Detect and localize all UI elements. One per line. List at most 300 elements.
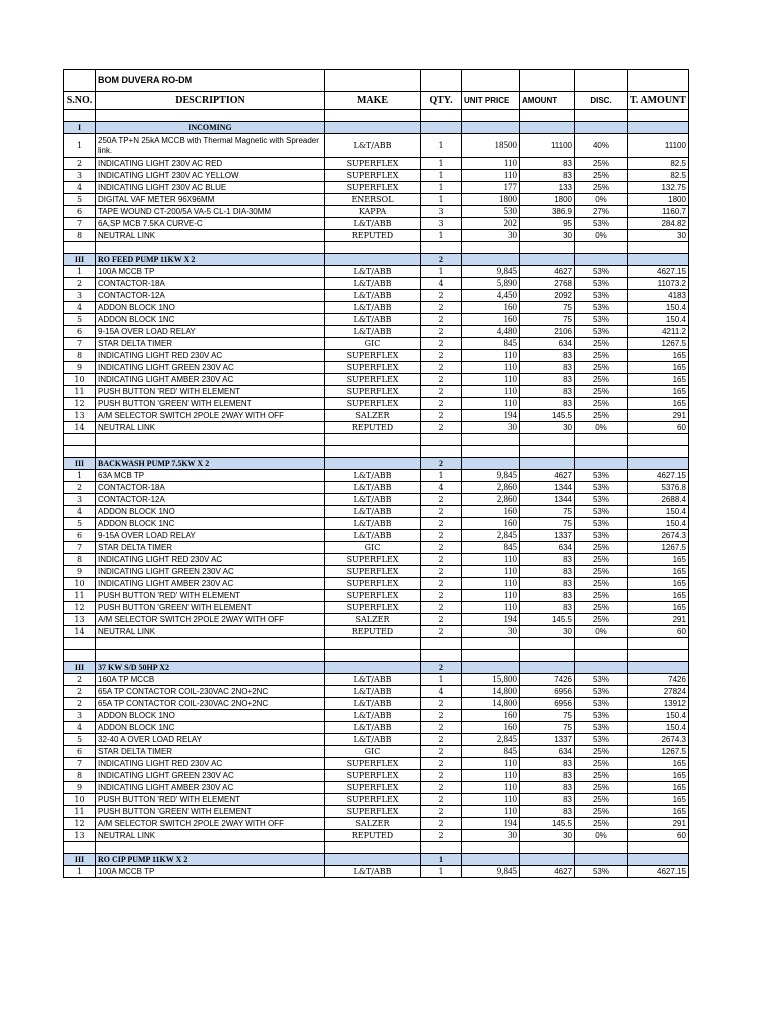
- item-sno: 3: [64, 290, 96, 302]
- item-amount: 83: [520, 170, 575, 182]
- item-qty: 2: [421, 398, 462, 410]
- item-description: TAPE WOUND CT-200/5A VA-5 CL-1 DIA-30MM: [96, 206, 325, 218]
- item-discount: 53%: [575, 494, 628, 506]
- item-amount: 83: [520, 782, 575, 794]
- item-amount: 30: [520, 830, 575, 842]
- item-make: SUPERFLEX: [325, 590, 421, 602]
- item-make: SUPERFLEX: [325, 182, 421, 194]
- item-discount: 25%: [575, 758, 628, 770]
- item-qty: 2: [421, 566, 462, 578]
- item-make: L&T/ABB: [325, 326, 421, 338]
- item-discount: 53%: [575, 482, 628, 494]
- item-make: L&T/ABB: [325, 530, 421, 542]
- item-total-amount: 150.4: [628, 302, 689, 314]
- item-unit-price: 110: [462, 794, 520, 806]
- section-qty: 2: [421, 458, 462, 470]
- item-description: PUSH BUTTON 'RED' WITH ELEMENT: [96, 386, 325, 398]
- table-row: [64, 206, 689, 218]
- item-make: SUPERFLEX: [325, 566, 421, 578]
- item-amount: 83: [520, 806, 575, 818]
- empty-cell: [628, 434, 689, 446]
- empty-cell: [462, 122, 520, 134]
- empty-cell: [575, 458, 628, 470]
- empty-cell: [96, 446, 325, 458]
- item-amount: 1344: [520, 482, 575, 494]
- item-qty: 1: [421, 266, 462, 278]
- item-total-amount: 60: [628, 422, 689, 434]
- table-row: [64, 578, 689, 590]
- empty-cell: [575, 110, 628, 122]
- item-total-amount: 150.4: [628, 506, 689, 518]
- empty-cell: [575, 434, 628, 446]
- empty-cell: [520, 842, 575, 854]
- item-total-amount: 27824: [628, 686, 689, 698]
- item-make: L&T/ABB: [325, 482, 421, 494]
- empty-cell: [421, 650, 462, 662]
- item-sno: 14: [64, 626, 96, 638]
- empty-cell: [575, 254, 628, 266]
- item-unit-price: 110: [462, 578, 520, 590]
- item-unit-price: 2,860: [462, 494, 520, 506]
- item-discount: 53%: [575, 674, 628, 686]
- item-description: ADDON BLOCK 1NO: [96, 710, 325, 722]
- item-total-amount: 165: [628, 770, 689, 782]
- table-row: [64, 710, 689, 722]
- item-discount: 0%: [575, 194, 628, 206]
- table-row: [64, 626, 689, 638]
- item-make: L&T/ABB: [325, 218, 421, 230]
- item-make: L&T/ABB: [325, 506, 421, 518]
- item-description: 9-15A OVER LOAD RELAY: [96, 530, 325, 542]
- table-row: [64, 530, 689, 542]
- item-sno: 7: [64, 338, 96, 350]
- item-description: NEUTRAL LINK: [96, 830, 325, 842]
- item-make: REPUTED: [325, 422, 421, 434]
- item-sno: 2: [64, 158, 96, 170]
- empty-cell: [421, 110, 462, 122]
- item-total-amount: 165: [628, 350, 689, 362]
- empty-cell: [520, 122, 575, 134]
- item-qty: 2: [421, 818, 462, 830]
- item-sno: 5: [64, 314, 96, 326]
- item-amount: 30: [520, 626, 575, 638]
- section-title: 37 KW S/D 50HP X2: [96, 662, 325, 674]
- item-total-amount: 4627.15: [628, 866, 689, 878]
- item-qty: 2: [421, 314, 462, 326]
- item-description: A/M SELECTOR SWITCH 2POLE 2WAY WITH OFF: [96, 614, 325, 626]
- item-discount: 53%: [575, 506, 628, 518]
- item-discount: 25%: [575, 374, 628, 386]
- empty-cell: [96, 650, 325, 662]
- item-total-amount: 284.82: [628, 218, 689, 230]
- item-unit-price: 30: [462, 626, 520, 638]
- empty-cell: [520, 254, 575, 266]
- table-row: [64, 266, 689, 278]
- empty-cell: [325, 842, 421, 854]
- section-number: III: [64, 254, 96, 266]
- item-sno: 4: [64, 506, 96, 518]
- table-row: [64, 698, 689, 710]
- item-make: L&T/ABB: [325, 698, 421, 710]
- empty-cell: [628, 638, 689, 650]
- item-unit-price: 4,480: [462, 326, 520, 338]
- item-qty: 1: [421, 674, 462, 686]
- item-total-amount: 165: [628, 602, 689, 614]
- item-discount: 53%: [575, 290, 628, 302]
- empty-cell: [325, 458, 421, 470]
- item-make: SUPERFLEX: [325, 398, 421, 410]
- item-discount: 25%: [575, 794, 628, 806]
- item-discount: 53%: [575, 722, 628, 734]
- item-discount: 25%: [575, 818, 628, 830]
- item-sno: 13: [64, 614, 96, 626]
- empty-cell: [96, 842, 325, 854]
- item-sno: 1: [64, 470, 96, 482]
- item-unit-price: 110: [462, 566, 520, 578]
- item-make: L&T/ABB: [325, 734, 421, 746]
- item-unit-price: 110: [462, 590, 520, 602]
- item-amount: 145.5: [520, 818, 575, 830]
- empty-cell: [325, 650, 421, 662]
- header-description: DESCRIPTION: [96, 92, 325, 110]
- item-discount: 53%: [575, 710, 628, 722]
- item-sno: 7: [64, 542, 96, 554]
- item-make: SUPERFLEX: [325, 770, 421, 782]
- item-make: REPUTED: [325, 230, 421, 242]
- section-row: [64, 662, 689, 674]
- item-total-amount: 291: [628, 614, 689, 626]
- item-qty: 2: [421, 830, 462, 842]
- item-sno: 4: [64, 182, 96, 194]
- item-amount: 2106: [520, 326, 575, 338]
- item-description: ADDON BLOCK 1NO: [96, 302, 325, 314]
- section-row: [64, 854, 689, 866]
- item-total-amount: 60: [628, 830, 689, 842]
- item-qty: 2: [421, 806, 462, 818]
- item-description: ADDON BLOCK 1NC: [96, 518, 325, 530]
- empty-cell: [96, 242, 325, 254]
- item-description: 100A MCCB TP: [96, 866, 325, 878]
- empty-cell: [628, 842, 689, 854]
- item-make: L&T/ABB: [325, 278, 421, 290]
- item-total-amount: 1160.7: [628, 206, 689, 218]
- empty-cell: [520, 662, 575, 674]
- item-discount: 25%: [575, 170, 628, 182]
- item-discount: 25%: [575, 746, 628, 758]
- empty-cell: [462, 638, 520, 650]
- item-description: 160A TP MCCB: [96, 674, 325, 686]
- item-sno: 4: [64, 302, 96, 314]
- item-unit-price: 110: [462, 602, 520, 614]
- item-total-amount: 1800: [628, 194, 689, 206]
- item-amount: 83: [520, 386, 575, 398]
- item-total-amount: 11073.2: [628, 278, 689, 290]
- item-description: INDICATING LIGHT AMBER 230V AC: [96, 578, 325, 590]
- item-discount: 25%: [575, 386, 628, 398]
- blank-row: [64, 650, 689, 662]
- table-row: [64, 218, 689, 230]
- empty-cell: [575, 446, 628, 458]
- item-make: L&T/ABB: [325, 686, 421, 698]
- empty-cell: [96, 434, 325, 446]
- item-amount: 75: [520, 518, 575, 530]
- item-description: INDICATING LIGHT GREEN 230V AC: [96, 362, 325, 374]
- item-total-amount: 4211.2: [628, 326, 689, 338]
- item-amount: 1800: [520, 194, 575, 206]
- item-unit-price: 5,890: [462, 278, 520, 290]
- item-discount: 25%: [575, 542, 628, 554]
- section-row: [64, 122, 689, 134]
- item-discount: 53%: [575, 518, 628, 530]
- item-qty: 2: [421, 338, 462, 350]
- blank-row: [64, 242, 689, 254]
- empty-cell: [96, 638, 325, 650]
- item-unit-price: 110: [462, 758, 520, 770]
- section-number: I: [64, 122, 96, 134]
- empty-cell: [64, 110, 96, 122]
- item-amount: 11100: [520, 134, 575, 158]
- table-row: [64, 554, 689, 566]
- empty-cell: [628, 662, 689, 674]
- empty-cell: [325, 638, 421, 650]
- item-description: STAR DELTA TIMER: [96, 338, 325, 350]
- item-description: INDICATING LIGHT GREEN 230V AC: [96, 566, 325, 578]
- item-discount: 53%: [575, 278, 628, 290]
- table-row: [64, 782, 689, 794]
- item-sno: 12: [64, 818, 96, 830]
- item-unit-price: 9,845: [462, 266, 520, 278]
- empty-cell: [325, 662, 421, 674]
- item-discount: 53%: [575, 326, 628, 338]
- item-make: SUPERFLEX: [325, 602, 421, 614]
- item-qty: 1: [421, 470, 462, 482]
- item-amount: 2768: [520, 278, 575, 290]
- item-unit-price: 30: [462, 830, 520, 842]
- item-total-amount: 7426: [628, 674, 689, 686]
- table-row: [64, 866, 689, 878]
- table-row: [64, 674, 689, 686]
- item-total-amount: 4183: [628, 290, 689, 302]
- item-description: ADDON BLOCK 1NC: [96, 314, 325, 326]
- blank-row: [64, 110, 689, 122]
- section-row: [64, 458, 689, 470]
- empty-cell: [520, 242, 575, 254]
- item-amount: 83: [520, 770, 575, 782]
- blank-row: [64, 638, 689, 650]
- item-unit-price: 160: [462, 506, 520, 518]
- item-total-amount: 291: [628, 410, 689, 422]
- item-discount: 27%: [575, 206, 628, 218]
- item-sno: 3: [64, 170, 96, 182]
- item-qty: 2: [421, 734, 462, 746]
- empty-cell: [462, 458, 520, 470]
- item-sno: 9: [64, 566, 96, 578]
- item-qty: 2: [421, 530, 462, 542]
- empty-cell: [325, 254, 421, 266]
- item-sno: 2: [64, 482, 96, 494]
- item-description: STAR DELTA TIMER: [96, 542, 325, 554]
- item-description: CONTACTOR-18A: [96, 278, 325, 290]
- table-row: [64, 590, 689, 602]
- item-qty: 1: [421, 194, 462, 206]
- item-discount: 25%: [575, 566, 628, 578]
- item-description: PUSH BUTTON 'GREEN' WITH ELEMENT: [96, 806, 325, 818]
- blank-row: [64, 446, 689, 458]
- item-make: SUPERFLEX: [325, 170, 421, 182]
- item-qty: 2: [421, 494, 462, 506]
- item-unit-price: 160: [462, 302, 520, 314]
- item-description: 6A,SP MCB 7.5KA CURVE-C: [96, 218, 325, 230]
- item-discount: 25%: [575, 614, 628, 626]
- item-total-amount: 2674.3: [628, 530, 689, 542]
- item-amount: 634: [520, 746, 575, 758]
- item-description: PUSH BUTTON 'GREEN' WITH ELEMENT: [96, 602, 325, 614]
- section-number: III: [64, 662, 96, 674]
- item-qty: 2: [421, 422, 462, 434]
- table-row: [64, 314, 689, 326]
- item-discount: 25%: [575, 602, 628, 614]
- item-discount: 53%: [575, 314, 628, 326]
- blank-row: [64, 434, 689, 446]
- item-amount: 1344: [520, 494, 575, 506]
- item-unit-price: 110: [462, 158, 520, 170]
- item-description: CONTACTOR-18A: [96, 482, 325, 494]
- empty-cell: [575, 842, 628, 854]
- item-discount: 25%: [575, 410, 628, 422]
- item-qty: 2: [421, 590, 462, 602]
- item-make: SUPERFLEX: [325, 578, 421, 590]
- item-qty: 4: [421, 482, 462, 494]
- item-description: 63A MCB TP: [96, 470, 325, 482]
- empty-cell: [520, 110, 575, 122]
- item-total-amount: 2674.3: [628, 734, 689, 746]
- item-unit-price: 160: [462, 518, 520, 530]
- item-discount: 40%: [575, 134, 628, 158]
- section-qty: 1: [421, 854, 462, 866]
- item-total-amount: 150.4: [628, 710, 689, 722]
- header-t-amount: T. AMOUNT: [628, 92, 689, 110]
- item-sno: 10: [64, 578, 96, 590]
- item-make: GIC: [325, 542, 421, 554]
- table-row: [64, 518, 689, 530]
- empty-cell: [64, 434, 96, 446]
- item-description: STAR DELTA TIMER: [96, 746, 325, 758]
- empty-cell: [628, 458, 689, 470]
- empty-cell: [325, 434, 421, 446]
- item-unit-price: 30: [462, 230, 520, 242]
- empty-cell: [628, 254, 689, 266]
- item-qty: 2: [421, 374, 462, 386]
- item-total-amount: 165: [628, 554, 689, 566]
- bom-table: [63, 69, 689, 878]
- empty-cell: [575, 854, 628, 866]
- item-description: 65A TP CONTACTOR COIL-230VAC 2NO+2NC: [96, 698, 325, 710]
- item-sno: 2: [64, 278, 96, 290]
- item-amount: 634: [520, 338, 575, 350]
- item-sno: 7: [64, 758, 96, 770]
- table-row: [64, 398, 689, 410]
- item-qty: 2: [421, 518, 462, 530]
- item-discount: 53%: [575, 302, 628, 314]
- item-description: INDICATING LIGHT RED 230V AC: [96, 758, 325, 770]
- item-total-amount: 165: [628, 578, 689, 590]
- item-unit-price: 202: [462, 218, 520, 230]
- item-sno: 11: [64, 806, 96, 818]
- table-row: [64, 338, 689, 350]
- item-total-amount: 165: [628, 362, 689, 374]
- item-sno: 11: [64, 386, 96, 398]
- section-title: INCOMING: [96, 122, 325, 134]
- item-make: L&T/ABB: [325, 314, 421, 326]
- item-amount: 4627: [520, 266, 575, 278]
- item-description: NEUTRAL LINK: [96, 422, 325, 434]
- item-unit-price: 845: [462, 338, 520, 350]
- item-qty: 1: [421, 170, 462, 182]
- item-qty: 2: [421, 554, 462, 566]
- item-unit-price: 110: [462, 398, 520, 410]
- item-description: A/M SELECTOR SWITCH 2POLE 2WAY WITH OFF: [96, 818, 325, 830]
- item-make: SUPERFLEX: [325, 758, 421, 770]
- item-unit-price: 14,800: [462, 686, 520, 698]
- empty-cell: [628, 446, 689, 458]
- item-amount: 83: [520, 350, 575, 362]
- item-sno: 7: [64, 218, 96, 230]
- item-make: L&T/ABB: [325, 710, 421, 722]
- empty-cell: [325, 110, 421, 122]
- item-description: 65A TP CONTACTOR COIL-230VAC 2NO+2NC: [96, 686, 325, 698]
- empty-cell: [64, 842, 96, 854]
- item-discount: 25%: [575, 578, 628, 590]
- section-qty: 2: [421, 254, 462, 266]
- item-qty: 4: [421, 686, 462, 698]
- item-make: L&T/ABB: [325, 674, 421, 686]
- item-qty: 2: [421, 542, 462, 554]
- item-make: L&T/ABB: [325, 722, 421, 734]
- item-qty: 1: [421, 230, 462, 242]
- item-sno: 1: [64, 266, 96, 278]
- item-amount: 83: [520, 398, 575, 410]
- title-row: [64, 70, 689, 92]
- table-row: [64, 230, 689, 242]
- table-row: [64, 758, 689, 770]
- item-discount: 25%: [575, 362, 628, 374]
- item-make: L&T/ABB: [325, 866, 421, 878]
- item-description: DIGITAL VAF METER 96X96MM: [96, 194, 325, 206]
- item-qty: 2: [421, 794, 462, 806]
- item-discount: 53%: [575, 266, 628, 278]
- empty-cell: [628, 110, 689, 122]
- empty-cell: [462, 662, 520, 674]
- item-discount: 25%: [575, 158, 628, 170]
- item-make: L&T/ABB: [325, 494, 421, 506]
- item-unit-price: 110: [462, 806, 520, 818]
- item-sno: 1: [64, 134, 96, 158]
- empty-cell: [64, 650, 96, 662]
- item-discount: 0%: [575, 830, 628, 842]
- empty-cell: [325, 854, 421, 866]
- item-make: SUPERFLEX: [325, 350, 421, 362]
- empty-cell: [462, 854, 520, 866]
- item-sno: 6: [64, 530, 96, 542]
- item-sno: 4: [64, 722, 96, 734]
- item-total-amount: 165: [628, 590, 689, 602]
- item-unit-price: 9,845: [462, 470, 520, 482]
- item-description: INDICATING LIGHT 230V AC RED: [96, 158, 325, 170]
- item-discount: 25%: [575, 770, 628, 782]
- item-description: INDICATING LIGHT 230V AC YELLOW: [96, 170, 325, 182]
- blank-row: [64, 842, 689, 854]
- item-unit-price: 177: [462, 182, 520, 194]
